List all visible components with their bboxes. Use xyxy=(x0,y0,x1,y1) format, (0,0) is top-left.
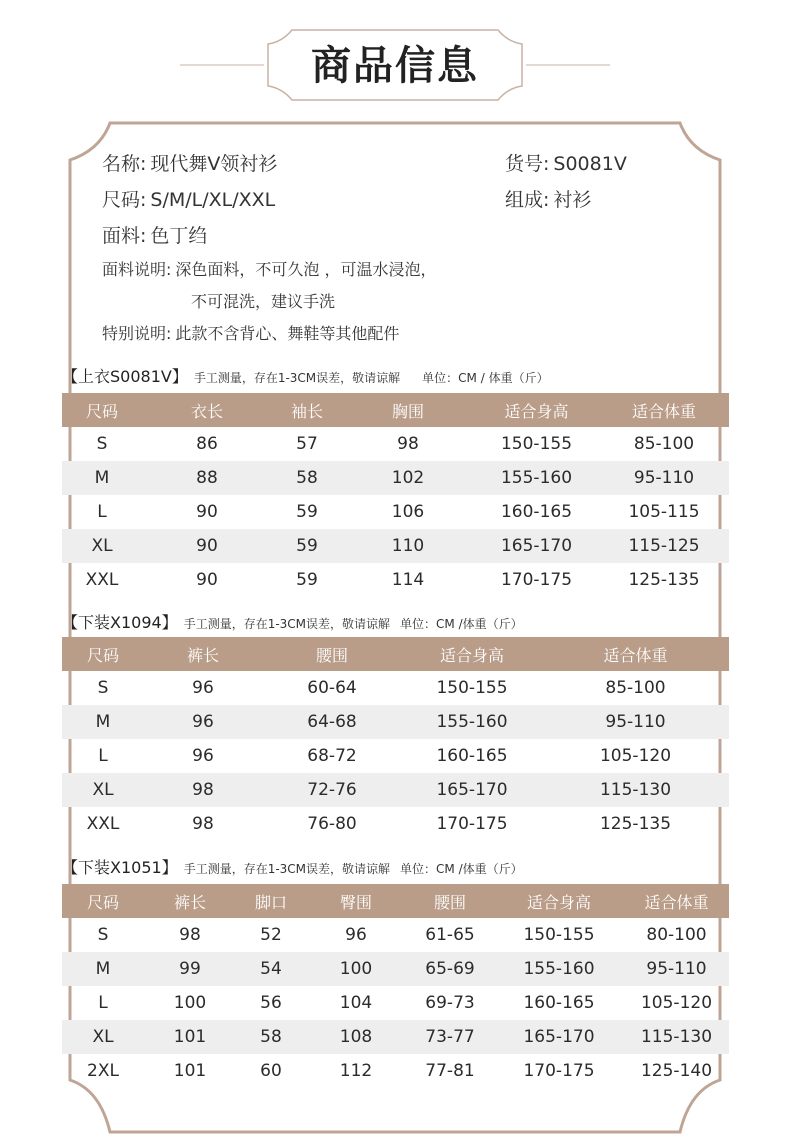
table-cell: 95-110 xyxy=(542,705,729,739)
table-cell: 72-76 xyxy=(262,773,402,807)
table-top-note: 手工测量，存在1-3CM误差，敬请谅解 xyxy=(193,371,401,385)
header-cell: 适合身高 xyxy=(494,884,624,918)
table-cell: 76-80 xyxy=(307,814,357,834)
header-cell: 适合体重 xyxy=(542,637,729,671)
table-row xyxy=(62,1054,729,1088)
table-cell: 150-155 xyxy=(500,434,573,454)
table-cell: S xyxy=(96,434,108,454)
table-cell: 96 xyxy=(192,678,214,698)
table-cell: S xyxy=(97,925,109,945)
table-cell: L xyxy=(98,993,108,1013)
table-cell: 105-120 xyxy=(640,993,713,1013)
table-pants1-note: 手工测量，存在1-3CM误差，敬请谅解 xyxy=(183,617,391,631)
table-header-row xyxy=(62,637,729,671)
table-cell: 150-155 xyxy=(523,925,595,945)
table-cell: 101 xyxy=(173,1061,207,1081)
table-row xyxy=(62,773,729,807)
header-cell: 胸围 xyxy=(342,393,474,427)
table-cell: 2XL xyxy=(87,1061,119,1081)
table-cell: 54 xyxy=(236,952,306,986)
table-cell: 88 xyxy=(142,461,272,495)
table-cell: 104 xyxy=(339,993,373,1013)
table-top-unit: 单位：CM / 体重（斤） xyxy=(422,371,549,385)
table-cell: 64-68 xyxy=(262,705,402,739)
size-table-pants-x1094 xyxy=(62,637,729,841)
table-cell: 85-100 xyxy=(633,434,695,454)
table-cell: 101 xyxy=(144,1020,236,1054)
table-cell: 57 xyxy=(296,434,318,454)
table-cell: 60 xyxy=(260,1061,282,1081)
table-header-row xyxy=(62,884,729,918)
table-cell: 155-160 xyxy=(402,705,542,739)
table-cell: 115-130 xyxy=(624,1020,729,1054)
table-row xyxy=(62,427,729,461)
table-row xyxy=(62,461,729,495)
header-cell: 尺码 xyxy=(62,884,144,918)
table-cell: 98 xyxy=(144,773,262,807)
table-pants2-heading xyxy=(62,855,523,878)
product-sizes xyxy=(102,185,275,212)
table-cell: L xyxy=(98,746,108,766)
table-cell: 95-110 xyxy=(624,952,729,986)
header-cell: 裤长 xyxy=(144,637,262,671)
table-pants2-unit: 单位：CM /体重（斤） xyxy=(400,862,523,876)
table-header-row xyxy=(62,393,729,427)
fabric-description xyxy=(102,257,437,280)
table-top-heading xyxy=(62,364,549,387)
table-row xyxy=(62,952,729,986)
fabric-label: 面料: xyxy=(102,225,147,247)
table-cell: 96 xyxy=(345,925,367,945)
header-cell: 腰围 xyxy=(406,884,494,918)
table-cell: 86 xyxy=(196,434,218,454)
size-value: S/M/L/XL/XXL xyxy=(150,189,276,211)
table-top-title: 【上衣S0081V】 xyxy=(62,367,188,386)
special-value: 此款不含背心、舞鞋等其他配件 xyxy=(175,324,400,343)
table-cell: 60-64 xyxy=(307,678,357,698)
table-cell: 115-130 xyxy=(542,773,729,807)
composition-value: 衬衫 xyxy=(553,189,592,211)
table-cell: 90 xyxy=(142,529,272,563)
table-cell: 125-135 xyxy=(599,814,672,834)
product-code xyxy=(505,149,627,176)
table-cell: 155-160 xyxy=(474,461,599,495)
table-cell: 77-81 xyxy=(425,1061,475,1081)
table-pants1-heading xyxy=(62,610,523,633)
table-cell: 58 xyxy=(272,461,342,495)
product-name xyxy=(102,149,277,176)
table-cell: 100 xyxy=(173,993,207,1013)
size-table-pants-x1051 xyxy=(62,884,729,1088)
table-cell: XXL xyxy=(85,570,119,590)
table-cell: 98 xyxy=(397,434,419,454)
header-cell: 袖长 xyxy=(272,393,342,427)
table-pants1-title: 【下装X1094】 xyxy=(62,613,178,632)
code-label: 货号: xyxy=(505,153,550,175)
table-pants2-title: 【下装X1051】 xyxy=(62,858,178,877)
page-title: 商品信息 xyxy=(311,43,479,89)
table-cell: 165-170 xyxy=(474,529,599,563)
table-cell: 68-72 xyxy=(307,746,357,766)
composition-label: 组成: xyxy=(505,189,550,211)
table-cell: 160-165 xyxy=(500,502,573,522)
table-cell: 105-115 xyxy=(628,502,700,522)
table-row xyxy=(62,671,729,705)
table-row xyxy=(62,705,729,739)
table-cell: XL xyxy=(62,1020,144,1054)
table-cell: 110 xyxy=(342,529,474,563)
table-cell: 150-155 xyxy=(436,678,508,698)
table-row xyxy=(62,563,729,597)
table-cell: 80-100 xyxy=(646,925,707,945)
name-value: 现代舞V领衬衫 xyxy=(150,153,278,175)
table-cell: 69-73 xyxy=(425,993,475,1013)
header-cell: 适合体重 xyxy=(599,393,729,427)
table-cell: 52 xyxy=(260,925,282,945)
table-cell: 61-65 xyxy=(425,925,475,945)
table-cell: M xyxy=(62,705,144,739)
table-cell: S xyxy=(97,678,109,698)
size-label: 尺码: xyxy=(102,189,147,211)
fabric-desc-line1: 深色面料，不可久泡 ，可温水浸泡， xyxy=(175,260,437,279)
product-fabric xyxy=(102,221,207,248)
table-cell: 99 xyxy=(144,952,236,986)
header-cell: 适合身高 xyxy=(402,637,542,671)
table-cell: 102 xyxy=(342,461,474,495)
table-cell: 73-77 xyxy=(406,1020,494,1054)
header-cell: 尺码 xyxy=(62,637,144,671)
table-cell: M xyxy=(62,952,144,986)
table-cell: 170-175 xyxy=(523,1061,595,1081)
table-cell: 170-175 xyxy=(500,570,573,590)
table-cell: 165-170 xyxy=(402,773,542,807)
header-cell: 衣长 xyxy=(142,393,272,427)
table-cell: 95-110 xyxy=(599,461,729,495)
table-cell: 65-69 xyxy=(406,952,494,986)
table-row xyxy=(62,529,729,563)
code-value: S0081V xyxy=(553,153,627,175)
table-cell: 90 xyxy=(196,570,218,590)
header-cell: 脚口 xyxy=(236,884,306,918)
header-cell: 裤长 xyxy=(144,884,236,918)
table-cell: 59 xyxy=(272,529,342,563)
size-table-top xyxy=(62,393,729,597)
table-cell: XXL xyxy=(86,814,120,834)
table-cell: XL xyxy=(62,773,144,807)
table-cell: 85-100 xyxy=(605,678,666,698)
table-cell: 155-160 xyxy=(494,952,624,986)
table-cell: 96 xyxy=(144,705,262,739)
table-cell: 98 xyxy=(179,925,201,945)
special-label: 特别说明: xyxy=(102,324,172,343)
product-composition xyxy=(505,185,591,212)
table-cell: 114 xyxy=(391,570,425,590)
table-cell: 59 xyxy=(296,502,318,522)
table-cell: 170-175 xyxy=(436,814,508,834)
table-row xyxy=(62,495,729,529)
table-row xyxy=(62,986,729,1020)
table-cell: 90 xyxy=(196,502,218,522)
table-cell: 100 xyxy=(306,952,406,986)
header-cell: 尺码 xyxy=(62,393,142,427)
table-cell: XL xyxy=(62,529,142,563)
table-cell: 125-140 xyxy=(640,1061,713,1081)
table-pants1-unit: 单位：CM /体重（斤） xyxy=(400,617,523,631)
table-row xyxy=(62,739,729,773)
header-cell: 臀围 xyxy=(306,884,406,918)
table-cell: 56 xyxy=(260,993,282,1013)
table-cell: 98 xyxy=(192,814,214,834)
table-row xyxy=(62,918,729,952)
table-cell: M xyxy=(62,461,142,495)
table-cell: 106 xyxy=(391,502,425,522)
table-cell: 165-170 xyxy=(494,1020,624,1054)
table-cell: 115-125 xyxy=(599,529,729,563)
table-pants2-note: 手工测量，存在1-3CM误差，敬请谅解 xyxy=(183,862,391,876)
header-cell: 适合身高 xyxy=(474,393,599,427)
table-cell: 59 xyxy=(296,570,318,590)
table-cell: 160-165 xyxy=(436,746,508,766)
name-label: 名称: xyxy=(102,153,147,175)
table-cell: L xyxy=(97,502,107,522)
header-cell: 腰围 xyxy=(262,637,402,671)
table-cell: 96 xyxy=(192,746,214,766)
table-cell: 105-120 xyxy=(599,746,672,766)
table-row xyxy=(62,807,729,841)
table-cell: 125-135 xyxy=(628,570,700,590)
table-cell: 160-165 xyxy=(523,993,595,1013)
header-cell: 适合体重 xyxy=(624,884,729,918)
special-note xyxy=(102,321,399,344)
table-row xyxy=(62,1020,729,1054)
table-cell: 58 xyxy=(236,1020,306,1054)
fabric-desc-line2: 不可混洗，建议手洗 xyxy=(191,292,336,311)
fabric-desc-label: 面料说明: xyxy=(102,260,172,279)
table-cell: 108 xyxy=(306,1020,406,1054)
fabric-value: 色丁绉 xyxy=(150,225,208,247)
table-cell: 112 xyxy=(339,1061,373,1081)
